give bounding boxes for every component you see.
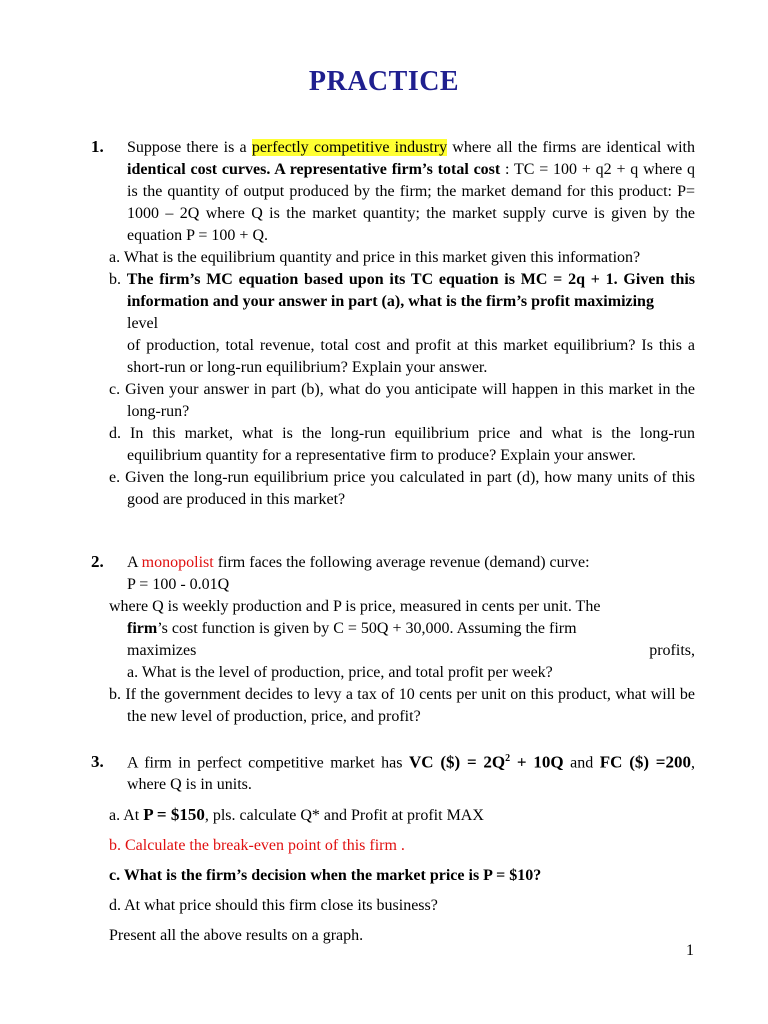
q2-stem: 2. A monopolist firm faces the following average revenue (demand) curve: (91, 552, 590, 571)
q1-number: 1. (91, 137, 104, 156)
highlight-text: perfectly competitive industry (251, 139, 448, 156)
question-2 (91, 551, 695, 728)
q2-part-b: b. If the government decides to levy a tax of 10 cents per unit on this product, what will be the new level of production, price, and profit? (109, 686, 695, 725)
question-3 (91, 748, 695, 947)
q2-part-a: a. What is the level of production, price, and total profit per week? (127, 664, 553, 681)
q2-number: 2. (91, 552, 104, 571)
q1-part-b-level: level (127, 315, 159, 332)
q1-part-a: a. What is the equilibrium quantity and price in this market given this information? (109, 249, 641, 266)
page-title: PRACTICE (308, 66, 460, 97)
q3-present: Present all the above results on a graph. (109, 927, 364, 945)
q1-part-b: b. The firm’s MC equation based upon its TC equation is MC = 2q + 1. Given this information and your answer in part (a), what is the firm’s profit maximizing (109, 271, 696, 310)
q3-stem: 3. A firm in perfect competitive market has VC ($) = $2Q^2 + 10Q$ and FC ($) =200, where Q is in units. (91, 752, 695, 794)
q3-part-c: c. What is the firm’s decision when the market price is P = $10? (109, 867, 542, 885)
question-1 (91, 136, 696, 511)
q3-part-d: d. At what price should this firm close its business? (109, 897, 438, 915)
page-number: 1 (686, 942, 694, 959)
q1-part-d: d. In this market, what is the long-run equilibrium price and what is the long-run equilibrium quantity for a representative firm to produce? Explain your answer. (109, 425, 695, 464)
q2-equation: P = 100 - 0.01Q (127, 576, 230, 593)
q1-part-c: c. Given your answer in part (b), what do you anticipate will happen in this market in the long-run? (109, 381, 695, 420)
q2-cost: firm’s cost function is given by C = 50Q + 30,000. Assuming the firm (127, 620, 577, 637)
q1-part-b-rest: of production, total revenue, total cost and profit at this market equilibrium? Is this a short-run or long-run equilibrium? Explain your answer. (127, 337, 695, 376)
q2-maximizes: maximizes profits, (127, 642, 695, 659)
q3-part-a: a. At P = $150, pls. calculate Q* and Profit at profit MAX (109, 805, 484, 825)
q1-part-e: e. Given the long-run equilibrium price you calculated in part (d), how many units of this good are produced in this market? (109, 469, 695, 508)
q3-number: 3. (91, 752, 104, 772)
q2-where: where Q is weekly production and P is price, measured in cents per unit. The (109, 598, 601, 615)
q3-part-b: b. Calculate the break-even point of this firm . (109, 837, 405, 855)
q1-stem: 1. Suppose there is a perfectly competitive industry where all the firms are identical with identical cost curves. A representative firm’s total cost : TC = 100 + q2 + q where q is the quantity of output produced by the firm; the market demand for this product: P= 1000 – 2Q where Q is the market quantity; the market supply curve is given by the equation P = 100 + Q. (91, 137, 696, 244)
